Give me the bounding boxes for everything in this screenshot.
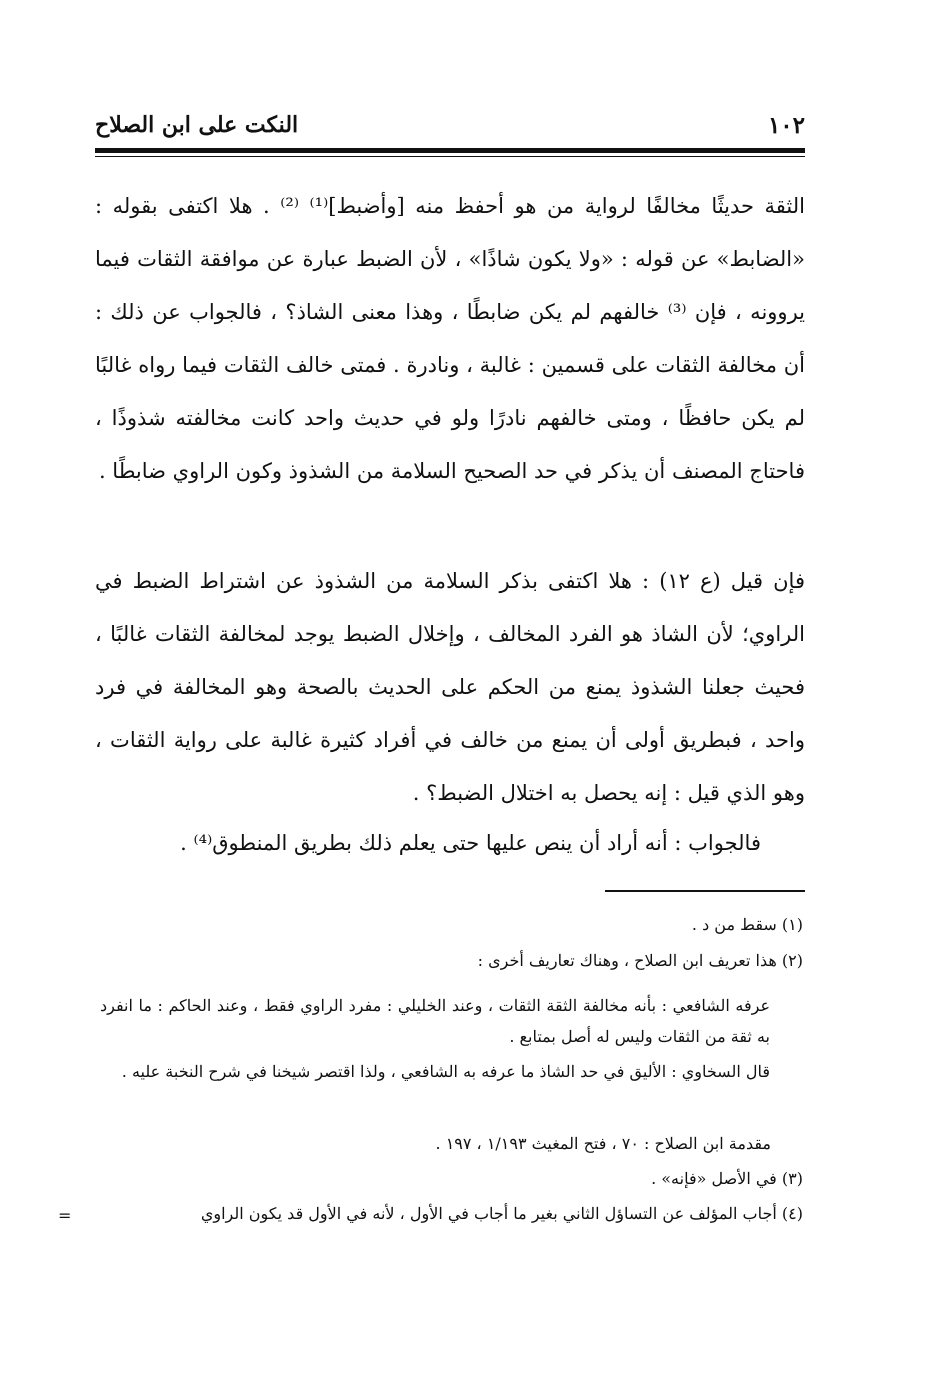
running-title: النكت على ابن الصلاح [95,112,299,138]
header-rule-thin [95,156,805,157]
body-paragraph-2: فإن قيل (ع ١٢) : هلا اكتفى بذكر السلامة من الشذوذ عن اشتراط الضبط في الراوي؛ لأن الشاذ هو الفرد المخالف ، وإخلال الضبط يوجد لمخالفة الثقات غالبًا ، فحيث جعلنا الشذوذ يمنع من الحكم على الحديث بالصحة وهو المخالفة في فرد واحد ، فبطريق أولى أن يمنع من خالف في أفراد كثيرة غالبة على رواية الثقات ، وهو الذي قيل : إنه يحصل به اختلال الضبط؟ . [95,569,805,805]
footnote-1: (١) سقط من د . [691,915,803,934]
footnote-3: (٣) في الأصل «فإنه» . [651,1169,803,1188]
footnote-2-sakhawi: قال السخاوي : الأليق في حد الشاذ ما عرفه به الشافعي ، ولذا اقتصر شيخنا في شرح النخبة عليه . [121,1062,770,1081]
footnote-2-sources: مقدمة ابن الصلاح : ٧٠ ، فتح المغيث ١/١٩٣ ، ١٩٧ . [435,1134,771,1153]
footnote-separator [605,890,805,892]
page-header [95,112,805,142]
body-paragraph-1: الثقة حديثًا مخالفًا لرواية من هو أحفظ منه [وأضبط]⁽¹⁾ ⁽²⁾ . هلا اكتفى بقوله : «الضابط» عن قوله : «ولا يكون شاذًا» ، لأن الضبط عبارة عن موافقة الثقات فيما يروونه ، فإن ⁽³⁾ خالفهم لم يكن ضابطًا ، وهذا معنى الشاذ؟ ، فالجواب عن ذلك : أن مخالفة الثقات على قسمين : غالبة ، ونادرة . فمتى خالف الثقات فيما رواه غالبًا لم يكن حافظًا ، ومتى خالفهم نادرًا ولو في حديث واحد كانت مخالفته شذوذًا ، فاحتاج المصنف أن يذكر في حد الصحيح السلامة من الشذوذ وكون الراوي ضابطًا . [95,194,805,483]
footnote-2-shafii: عرفه الشافعي : بأنه مخالفة الثقة الثقات ، وعند الخليلي : مفرد الراوي فقط ، وعند الحاكم : ما انفرد به ثقة من الثقات وليس له أصل بمتابع . [100,996,770,1046]
continuation-mark: = [58,1206,72,1225]
header-rule-thick [95,148,805,153]
body-paragraph-3: فالجواب : أنه أراد أن ينص عليها حتى يعلم ذلك بطريق المنطوق⁽⁴⁾ . [180,831,761,855]
footnote-4: (٤) أجاب المؤلف عن التساؤل الثاني بغير ما أجاب في الأول ، لأنه في الأول قد يكون الراوي [200,1204,803,1223]
footnote-2: (٢) هذا تعريف ابن الصلاح ، وهناك تعاريف أخرى : [477,951,803,970]
page-number: ١٠٢ [767,112,805,139]
